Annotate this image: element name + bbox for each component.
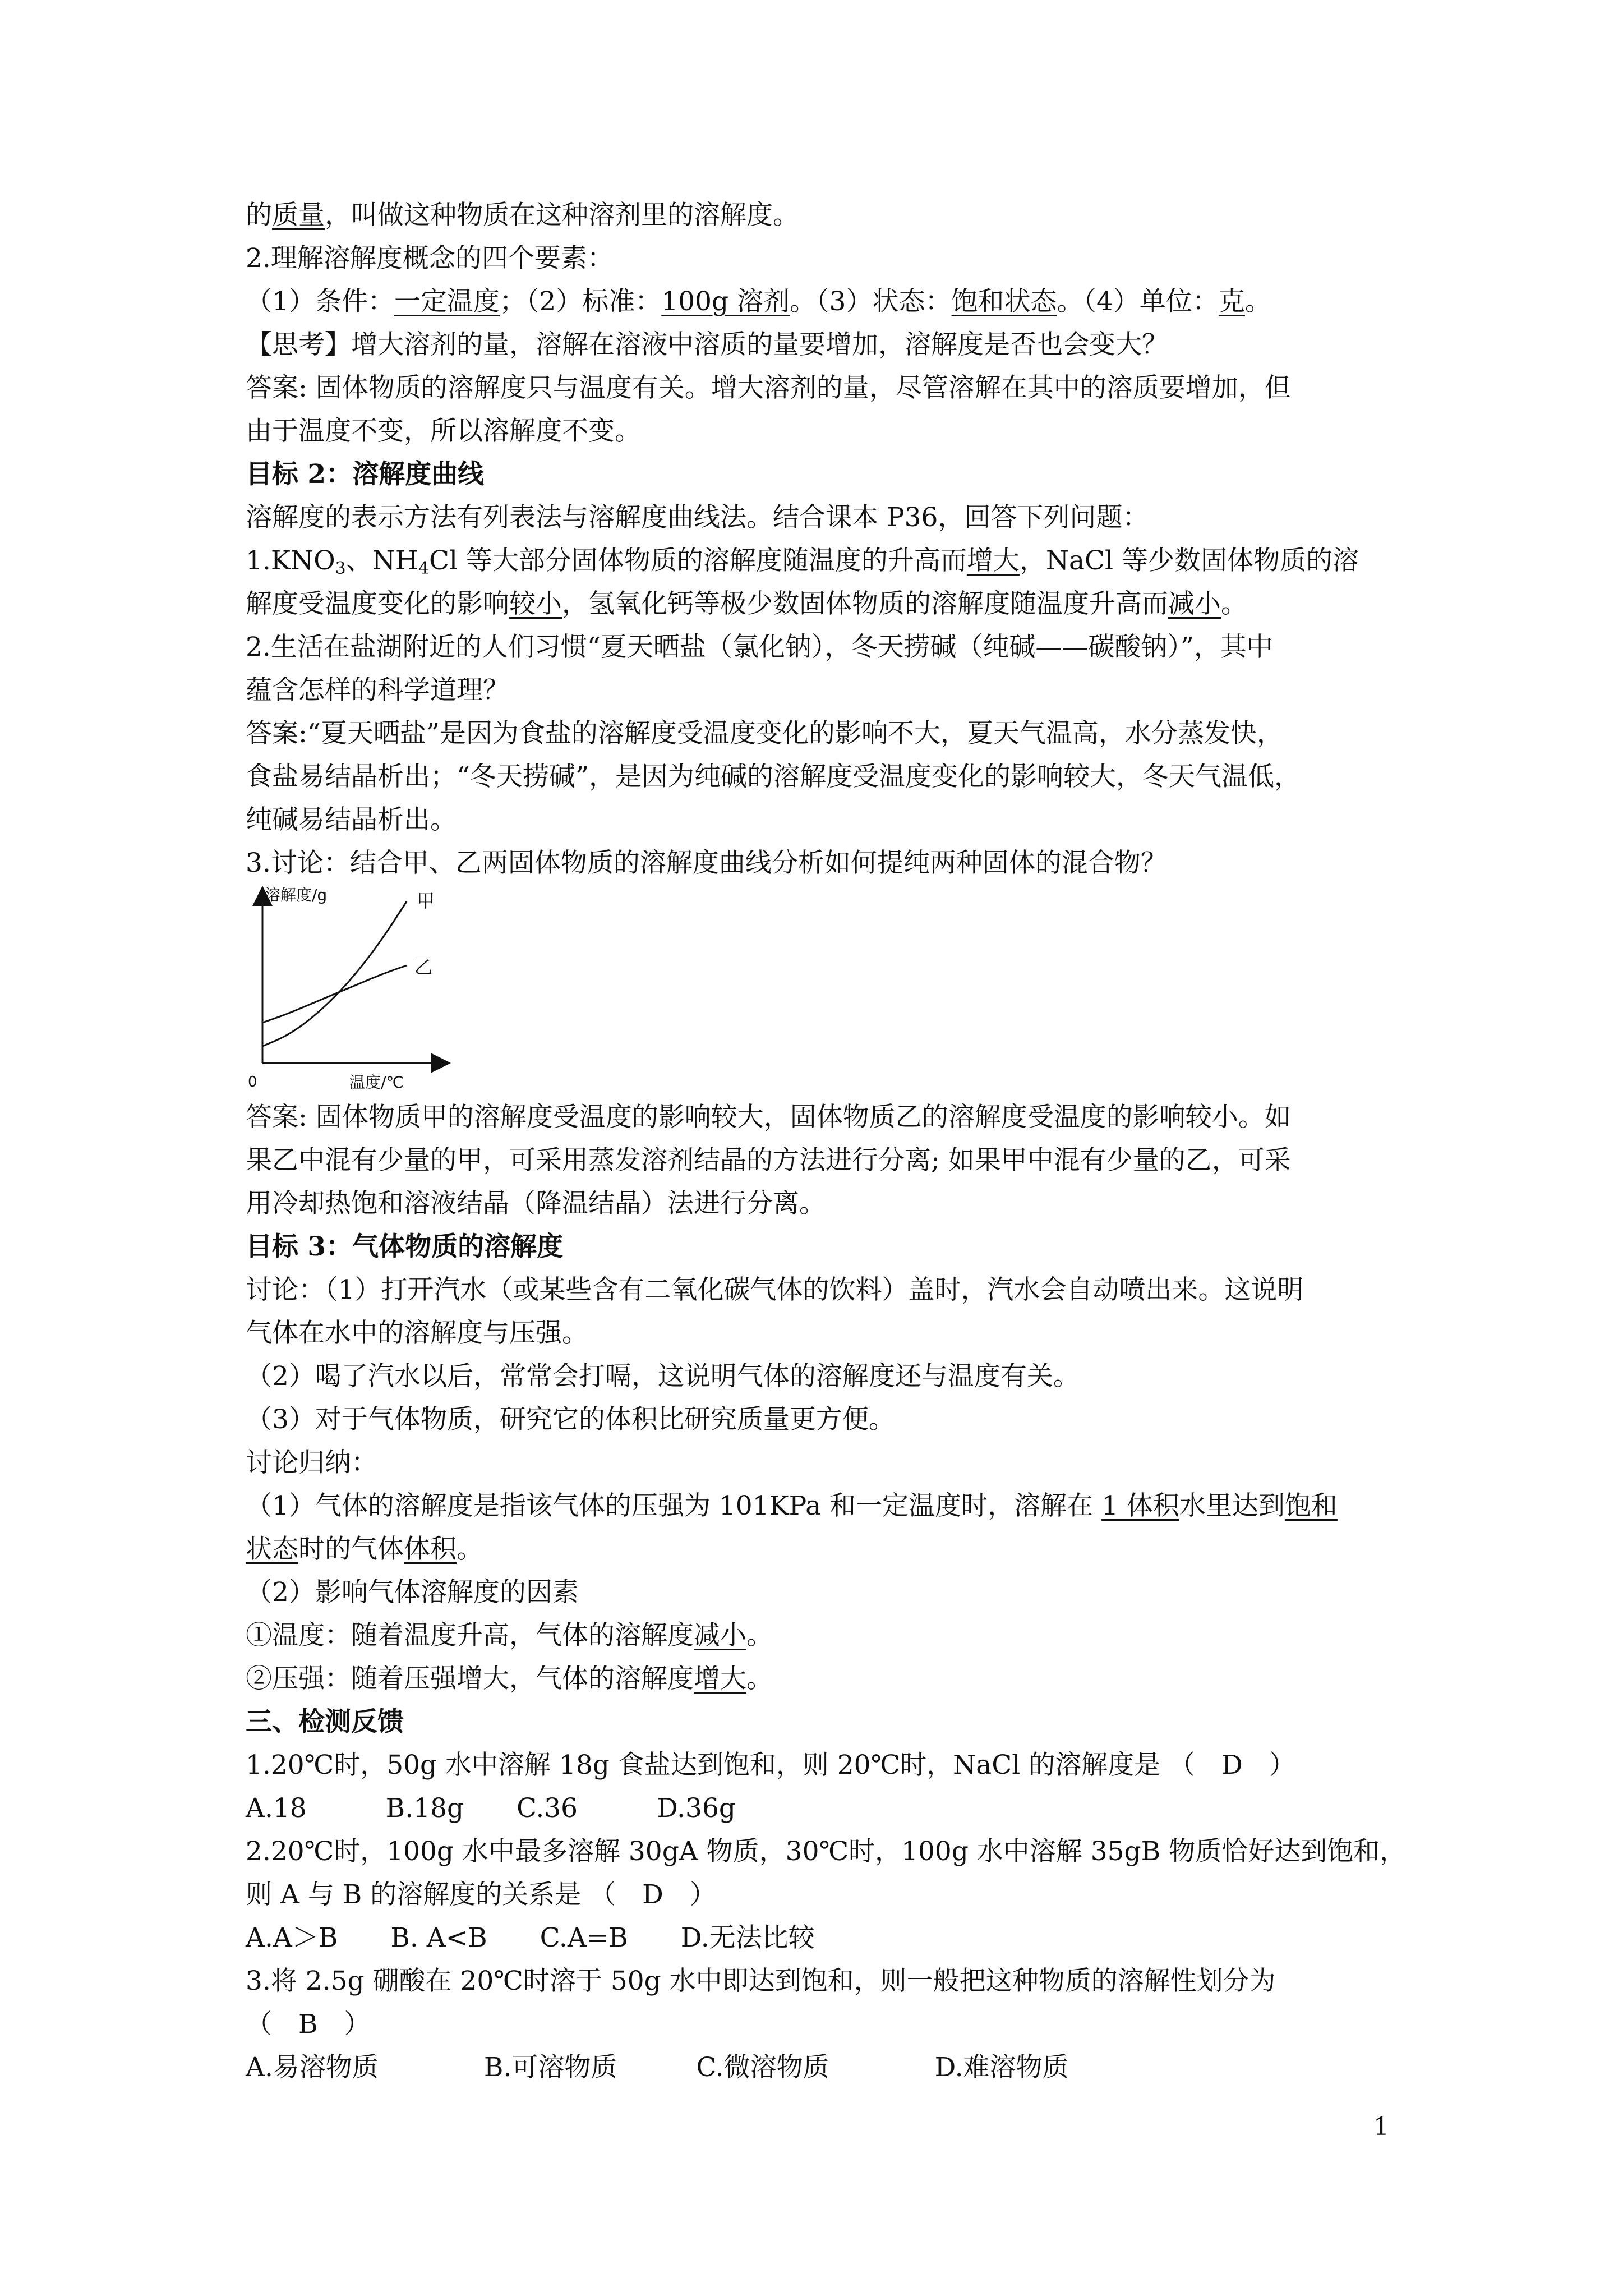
options-line: A.易溶物质 B.可溶物质 C.微溶物质 D.难溶物质 <box>246 2052 1069 2083</box>
text-line: ①温度：随着温度升高，气体的溶解度减小。 <box>246 1620 773 1651</box>
section-heading: 目标 2：溶解度曲线 <box>246 459 485 490</box>
question-line: （ B ） <box>246 2009 371 2040</box>
text-line: ②压强：随着压强增大，气体的溶解度增大。 <box>246 1663 773 1694</box>
text-line: （3）对于气体物质，研究它的体积比研究质量更方便。 <box>246 1404 895 1435</box>
text-line: 3.讨论：结合甲、乙两固体物质的溶解度曲线分析如何提纯两种固体的混合物？ <box>246 848 1167 878</box>
chart-svg <box>246 885 470 1098</box>
options-line: A.18 B.18g C.36 D.36g <box>246 1793 736 1824</box>
text-line: （1）条件：一定温度；（2）标准：100g 溶剂。（3）状态：饱和状态。（4）单位：克。 <box>246 286 1271 317</box>
text-line: （1）气体的溶解度是指该气体的压强为 101KPa 和一定温度时，溶解在 1 体积水里达到饱和 <box>246 1490 1338 1521</box>
series-label: 甲 <box>417 890 435 912</box>
text-line: 用冷却热饱和溶液结晶（降温结晶）法进行分离。 <box>246 1188 826 1219</box>
y-axis-label: 溶解度/g <box>265 886 328 904</box>
text-line: （2）喝了汽水以后，常常会打嗝，这说明气体的溶解度还与温度有关。 <box>246 1361 1080 1392</box>
text-line: 状态时的气体体积。 <box>246 1534 483 1565</box>
text-line: 讨论归纳： <box>246 1447 377 1478</box>
question-line: 1.20℃时，50g 水中溶解 18g 食盐达到饱和，则 20℃时，NaCl 的溶解度是 （ D ） <box>246 1750 1295 1780</box>
origin-label: 0 <box>248 1074 257 1091</box>
text-line: 答案: 固体物质甲的溶解度受温度的影响较大，固体物质乙的溶解度受温度的影响较小。如 <box>246 1102 1291 1133</box>
options-line: A.A＞B B. A<B C.A=B D.无法比较 <box>246 1922 815 1953</box>
text-line: 由于温度不变，所以溶解度不变。 <box>246 416 641 447</box>
text-line: 气体在水中的溶解度与压强。 <box>246 1318 588 1349</box>
series-line-yi <box>262 965 407 1023</box>
text-line: 果乙中混有少量的甲，可采用蒸发溶剂结晶的方法进行分离; 如果甲中混有少量的乙，可采 <box>246 1145 1291 1176</box>
text-line: 2.理解溶解度概念的四个要素： <box>246 243 614 274</box>
section-heading: 三、检测反馈 <box>246 1706 404 1737</box>
text-line: 解度受温度变化的影响较小，氢氧化钙等极少数固体物质的溶解度随温度升高而减小。 <box>246 588 1247 619</box>
section-heading: 目标 3：气体物质的溶解度 <box>246 1231 564 1262</box>
text-line: 【思考】增大溶剂的量，溶解在溶液中溶质的量要增加，溶解度是否也会变大？ <box>246 329 1168 360</box>
text-line: 蕴含怎样的科学道理？ <box>246 675 509 706</box>
question-line: 3.将 2.5g 硼酸在 20℃时溶于 50g 水中即达到饱和，则一般把这种物质的溶解性划分为 <box>246 1966 1276 1996</box>
text-line: 答案:“夏天晒盐”是因为食盐的溶解度受温度变化的影响不大，夏天气温高，水分蒸发快， <box>246 718 1283 749</box>
solubility-curve-chart <box>246 885 470 1098</box>
question-line: 2.20℃时，100g 水中最多溶解 30gA 物质，30℃时，100g 水中溶解 35gB 物质恰好达到饱和， <box>246 1836 1407 1867</box>
question-line: 则 A 与 B 的溶解度的关系是 （ D ） <box>246 1879 716 1910</box>
text-line: 答案: 固体物质的溶解度只与温度有关。增大溶剂的量，尽管溶解在其中的溶质要增加，但 <box>246 372 1291 403</box>
page-number: 1 <box>1373 2113 1389 2141</box>
text-line: 2.生活在盐湖附近的人们习惯“夏天晒盐（氯化钠），冬天捞碱（纯碱——碳酸钠）”，其中 <box>246 632 1273 662</box>
text-line: 纯碱易结晶析出。 <box>246 804 457 835</box>
text-line: 溶解度的表示方法有列表法与溶解度曲线法。结合课本 P36，回答下列问题： <box>246 502 1149 533</box>
text-line: 讨论：（1）打开汽水（或某些含有二氧化碳气体的饮料）盖时，汽水会自动喷出来。这说明 <box>246 1274 1304 1305</box>
series-layer <box>262 890 435 1046</box>
text-line: $1.KNO_3$、$NH_4Cl$ 等大部分固体物质的溶解度随温度的升高而增大，NaCl 等少数固体物质的溶 <box>246 545 1359 578</box>
text-line: 食盐易结晶析出；“冬天捞碱”，是因为纯碱的溶解度受温度变化的影响较大，冬天气温低， <box>246 761 1301 792</box>
text-line: 的质量，叫做这种物质在这种溶剂里的溶解度。 <box>246 200 799 231</box>
text-line: （2）影响气体溶解度的因素 <box>246 1577 579 1608</box>
x-axis-label: 温度/℃ <box>349 1073 404 1092</box>
series-label: 乙 <box>414 956 433 978</box>
